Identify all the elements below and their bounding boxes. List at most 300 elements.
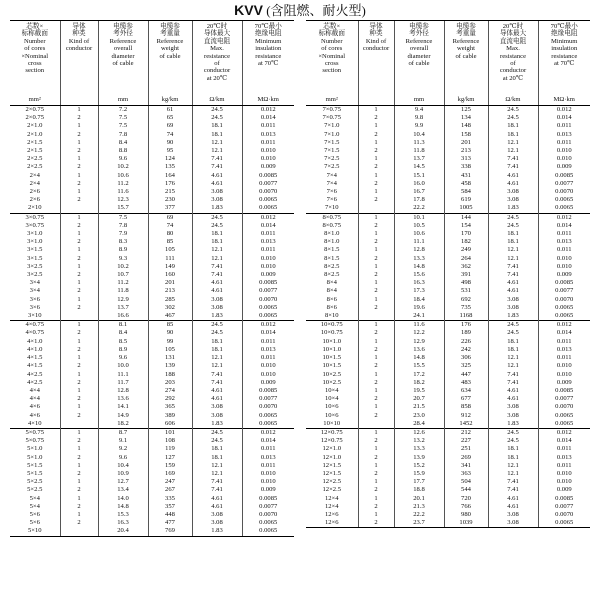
cell-insulation: 0.0070 [538,511,590,519]
cell-diameter: 11.1 [394,238,444,246]
cell-diameter: 10.2 [98,263,148,271]
cell-resistance: 7.41 [192,163,242,171]
cell-kind: 1 [358,106,394,115]
cell-diameter: 15.6 [394,271,444,279]
cell-insulation: 0.009 [242,486,294,494]
table-header [10,21,294,106]
cell-insulation: 0.014 [538,329,590,337]
table-row [306,478,590,486]
header-diameter: 电缆参 考外径 Reference overall diameter of cable mm [98,21,148,106]
cell-resistance: 12.1 [192,470,242,478]
cell-resistance: 3.08 [488,511,538,519]
cell-weight: 159 [148,462,192,470]
table-row [10,354,294,362]
table-row [10,503,294,511]
cell-insulation: 0.010 [538,470,590,478]
table-row [10,395,294,403]
cell-kind: 2 [60,503,98,511]
cell-diameter: 14.0 [98,495,148,503]
table-row [306,279,590,287]
cell-cores: 12×2.5 [322,486,342,494]
cell-insulation: 0.010 [538,478,590,486]
cell-insulation: 0.0085 [242,279,294,287]
cell-insulation: 0.012 [538,213,590,222]
cell-insulation: 0.0065 [538,304,590,312]
table-row [306,329,590,337]
cell-insulation: 0.011 [538,230,590,238]
table-row [10,437,294,445]
cell-weight: 69 [148,122,192,130]
cell-cores: 10×1.0 [322,345,342,353]
cell-cores: 8×6 [326,295,337,303]
table-header [306,21,590,106]
cell-insulation: 0.0077 [242,395,294,403]
table-row [10,403,294,411]
cell-insulation: 0.009 [538,163,590,171]
cell-cores: 10×4 [324,395,339,403]
cell-weight: 131 [148,354,192,362]
cell-cores: 10×0.75 [306,321,358,330]
cell-kind: 2 [358,379,394,387]
cell-cores: 8×1.0 [324,238,340,246]
table-row [10,222,294,230]
cell-resistance: 12.1 [192,147,242,155]
cell-weight: 338 [444,163,488,171]
cell-weight: 498 [444,279,488,287]
cell-cores: 2×1.5 [27,138,43,146]
cell-resistance: 24.5 [488,114,538,122]
table-row [10,188,294,196]
cell-cores: 3×0.75 [25,221,45,229]
cell-diameter: 21.5 [394,403,444,411]
cell-insulation: 0.011 [242,139,294,147]
cell-insulation: 0.013 [242,131,294,139]
cell-insulation: 0.010 [538,155,590,163]
cell-weight: 634 [444,387,488,395]
table-row [306,511,590,519]
cell-cores: 2×2.5 [27,155,43,163]
cell-resistance: 18.1 [192,131,242,139]
cell-cores: 10×1.5 [322,362,342,370]
cell-cores: 3×2.5 [27,271,43,279]
cell-resistance: 18.1 [192,445,242,453]
cell-insulation: 0.009 [538,486,590,494]
cell-resistance: 18.1 [488,454,538,462]
cell-insulation: 0.012 [242,428,294,437]
cell-weight: 119 [148,445,192,453]
table-row [306,395,590,403]
cell-resistance: 12.1 [488,462,538,470]
cell-kind: 2 [358,163,394,171]
cell-weight: 139 [148,362,192,370]
table-row [306,428,590,437]
table-row [10,371,294,379]
cell-insulation: 0.014 [242,437,294,445]
table-row [306,462,590,470]
header-cores: 芯数× 标称截面 Number of cores ×Nominal cross section mm² [10,21,60,106]
table-row [306,437,590,445]
cell-resistance: 7.41 [488,271,538,279]
cell-resistance: 7.41 [488,478,538,486]
cell-diameter: 8.1 [98,321,148,330]
cell-weight: 769 [148,527,192,536]
table-row [10,238,294,246]
cell-resistance: 3.08 [192,519,242,527]
cell-diameter: 9.6 [98,354,148,362]
cell-kind: 1 [60,495,98,503]
cell-kind: 1 [358,172,394,180]
cell-kind [60,527,98,536]
cell-weight: 176 [148,180,192,188]
cell-resistance: 3.08 [488,412,538,420]
cell-diameter: 23.0 [394,412,444,420]
cell-kind: 2 [60,346,98,354]
cell-resistance: 7.41 [488,263,538,271]
cell-cores: 5×4 [29,494,40,502]
cell-resistance: 12.1 [488,362,538,370]
cell-kind: 2 [358,437,394,445]
cell-cores: 12×0.75 [320,437,343,445]
cell-diameter: 9.2 [98,445,148,453]
table-row [306,230,590,238]
table-row [306,271,590,279]
cell-weight: 302 [148,304,192,312]
cell-diameter: 11.3 [394,139,444,147]
cell-weight: 531 [444,287,488,295]
cell-cores: 12×4 [324,494,339,502]
cell-weight: 504 [444,478,488,486]
cell-weight: 365 [148,403,192,411]
cell-insulation: 0.0070 [242,188,294,196]
cell-cores: 5×1.5 [27,469,43,477]
table-row [306,287,590,295]
cell-kind: 2 [60,362,98,370]
cell-diameter: 10.0 [98,362,148,370]
cell-cores: 5×2.5 [27,478,43,486]
table-row [306,354,590,362]
cell-kind: 2 [358,304,394,312]
cell-weight: 105 [148,246,192,254]
cell-diameter: 12.8 [394,246,444,254]
cell-cores: 12×4 [324,502,339,510]
cell-resistance: 4.61 [192,387,242,395]
cell-kind [60,204,98,213]
cell-insulation: 0.0070 [538,403,590,411]
table-row [10,495,294,503]
cell-weight: 1005 [444,204,488,213]
cell-cores: 4×1.0 [27,337,43,345]
cell-resistance: 4.61 [192,172,242,180]
table-row [306,188,590,196]
cell-insulation: 0.009 [538,379,590,387]
cell-insulation: 0.010 [242,147,294,155]
cell-insulation: 0.009 [242,271,294,279]
table-row [306,196,590,204]
cell-cores: 5×1.0 [27,445,43,453]
cell-cores: 3×0.75 [10,213,60,222]
cell-resistance: 1.83 [192,420,242,429]
cell-kind: 1 [358,213,394,222]
cell-resistance: 18.1 [192,238,242,246]
cell-resistance: 1.83 [488,420,538,429]
cell-resistance: 4.61 [488,287,538,295]
header-resistance: 20℃时 导体最大 直流电阻 Max. resistance of conductor at 20℃ Ω/km [192,21,242,106]
cell-resistance: 12.1 [488,246,538,254]
cell-insulation: 0.011 [538,122,590,130]
cell-insulation: 0.013 [538,346,590,354]
cell-diameter: 10.9 [98,470,148,478]
cell-kind: 2 [358,362,394,370]
cell-resistance: 3.08 [192,511,242,519]
cell-resistance: 18.1 [488,338,538,346]
table-row [10,486,294,494]
cell-insulation: 0.0065 [538,312,590,321]
cell-diameter: 12.2 [394,329,444,337]
cell-resistance: 3.08 [192,403,242,411]
cell-kind [60,312,98,321]
cell-weight: 125 [444,106,488,115]
cell-kind: 1 [358,462,394,470]
cell-weight: 766 [444,503,488,511]
cell-insulation: 0.010 [242,470,294,478]
cell-kind: 2 [358,454,394,462]
table-row [306,503,590,511]
table-row [10,329,294,337]
cell-kind: 2 [60,255,98,263]
cell-resistance: 12.1 [488,147,538,155]
cell-kind: 1 [358,139,394,147]
cell-diameter: 13.6 [394,346,444,354]
cell-cores: 10×2.5 [322,370,342,378]
cell-insulation: 0.0077 [538,395,590,403]
table-row [10,527,294,536]
table-row [306,222,590,230]
cell-cores: 4×6 [29,403,40,411]
cell-resistance: 3.08 [488,196,538,204]
cell-resistance: 3.08 [488,403,538,411]
table-row [306,131,590,139]
spec-table-left [10,20,294,537]
cell-diameter: 10.6 [394,230,444,238]
cell-resistance: 12.1 [192,246,242,254]
cell-kind: 1 [60,230,98,238]
cell-insulation: 0.010 [242,155,294,163]
cell-insulation: 0.0077 [242,180,294,188]
cell-resistance: 1.83 [192,527,242,536]
cell-resistance: 7.41 [192,155,242,163]
table-row [10,312,294,321]
cell-resistance: 18.1 [488,131,538,139]
cell-kind: 2 [358,238,394,246]
cell-diameter: 15.5 [394,362,444,370]
cell-cores: 7×1.0 [324,122,340,130]
cell-kind: 2 [60,379,98,387]
cell-resistance: 3.08 [192,412,242,420]
cell-kind: 1 [60,445,98,453]
cell-weight: 677 [444,395,488,403]
cell-cores: 3×1.0 [27,238,43,246]
cell-cores: 12×6 [306,519,358,528]
cell-resistance: 24.5 [192,106,242,115]
cell-cores: 4×1.0 [27,345,43,353]
cell-cores: 4×10 [27,419,42,427]
cell-resistance: 24.5 [192,213,242,222]
cell-cores: 10×2.5 [322,378,342,386]
cell-kind: 2 [358,271,394,279]
cell-resistance: 4.61 [488,387,538,395]
cell-cores: 2×0.75 [25,106,45,113]
cell-weight: 458 [444,180,488,188]
cell-cores: 3×2.5 [27,262,43,270]
header-weight: 电缆参 考重量 Reference weight of cable kg/km [444,21,488,106]
cell-insulation: 0.010 [242,255,294,263]
cell-kind: 1 [60,511,98,519]
cell-weight: 90 [148,329,192,337]
table-row [10,255,294,263]
table-row [306,255,590,263]
table-row [306,238,590,246]
cell-diameter: 16.0 [394,180,444,188]
cell-resistance: 18.1 [192,122,242,130]
cell-cores: 4×2.5 [27,370,43,378]
cell-diameter: 18.2 [394,379,444,387]
cell-insulation: 0.014 [538,114,590,122]
table-row [10,445,294,453]
table-row [306,362,590,370]
cell-weight: 226 [444,338,488,346]
cell-resistance: 7.41 [192,271,242,279]
cell-cores: 7×1.5 [324,138,340,146]
cell-insulation: 0.013 [538,454,590,462]
cell-insulation: 0.010 [538,147,590,155]
table-body-left [10,106,294,537]
cell-kind [358,420,394,429]
cell-weight: 447 [444,371,488,379]
cell-kind: 2 [60,222,98,230]
cell-cores: 3×1.0 [27,230,43,238]
cell-diameter: 10.4 [394,131,444,139]
cell-insulation: 0.0070 [242,296,294,304]
cell-kind: 2 [60,454,98,462]
cell-diameter: 10.4 [98,462,148,470]
cell-resistance: 24.5 [192,329,242,337]
cell-kind: 1 [358,321,394,330]
cell-kind [358,312,394,321]
cell-diameter: 11.8 [98,287,148,295]
table-row [10,346,294,354]
cell-kind: 1 [358,279,394,287]
table-row [306,486,590,494]
cell-kind: 1 [358,495,394,503]
cell-resistance: 24.5 [192,437,242,445]
cell-kind: 2 [358,222,394,230]
table-row [10,519,294,527]
cell-weight: 477 [148,519,192,527]
cell-diameter: 7.8 [98,131,148,139]
cell-diameter: 8.5 [98,338,148,346]
table-row [306,338,590,346]
table-row [10,321,294,330]
cell-resistance: 18.1 [488,230,538,238]
cell-weight: 448 [148,511,192,519]
cell-kind: 1 [60,188,98,196]
cell-resistance: 3.08 [192,304,242,312]
cell-cores: 5×1.5 [27,461,43,469]
cell-diameter: 11.1 [98,371,148,379]
header-weight: 电缆参 考重量 Reference weight of cable kg/km [148,21,192,106]
cell-weight: 148 [444,122,488,130]
cell-cores: 2×6 [29,196,40,204]
table-row [10,139,294,147]
cell-weight: 99 [148,338,192,346]
cell-weight: 182 [444,238,488,246]
cell-kind [358,204,394,213]
cell-cores: 8×4 [326,287,337,295]
cell-kind: 2 [60,114,98,122]
cell-diameter: 10.1 [394,213,444,222]
cell-weight: 85 [148,238,192,246]
cell-weight: 164 [148,172,192,180]
cell-kind: 1 [358,428,394,437]
cell-weight: 325 [444,362,488,370]
cell-weight: 169 [148,470,192,478]
cell-diameter: 11.7 [98,379,148,387]
table-row [10,379,294,387]
cell-diameter: 13.3 [394,255,444,263]
cell-diameter: 9.6 [98,454,148,462]
cell-insulation: 0.012 [242,321,294,330]
cell-diameter: 14.8 [98,503,148,511]
cell-insulation: 0.010 [538,362,590,370]
cell-diameter: 13.7 [394,155,444,163]
table-row [306,114,590,122]
cell-resistance: 18.1 [488,445,538,453]
cell-insulation: 0.0077 [242,287,294,295]
cell-insulation: 0.0065 [242,519,294,527]
cell-insulation: 0.009 [538,271,590,279]
cell-cores: 8×4 [326,279,337,287]
cell-insulation: 0.012 [242,106,294,115]
cell-cores: 10×6 [324,411,339,419]
cell-insulation: 0.011 [538,445,590,453]
cell-weight: 467 [148,312,192,321]
cell-insulation: 0.0065 [242,412,294,420]
cell-diameter: 7.8 [98,222,148,230]
cell-kind: 2 [358,180,394,188]
cell-kind: 1 [60,371,98,379]
cell-kind: 1 [358,230,394,238]
cell-insulation: 0.013 [242,346,294,354]
cell-kind: 2 [60,470,98,478]
cell-resistance: 3.08 [192,188,242,196]
cell-cores: 12×1.0 [322,445,342,453]
cell-kind: 2 [358,412,394,420]
table-row [306,312,590,321]
table-row [10,478,294,486]
cell-diameter: 12.9 [98,296,148,304]
cell-resistance: 3.08 [192,196,242,204]
table-row [10,147,294,155]
cell-cores: 8×10 [324,312,339,320]
table-row [10,263,294,271]
cell-resistance: 4.61 [488,172,538,180]
cell-cores: 2×10 [27,204,42,212]
cell-insulation: 0.009 [242,379,294,387]
table-row [10,122,294,130]
cell-kind: 1 [60,263,98,271]
cell-diameter: 9.6 [98,155,148,163]
cell-weight: 189 [444,329,488,337]
